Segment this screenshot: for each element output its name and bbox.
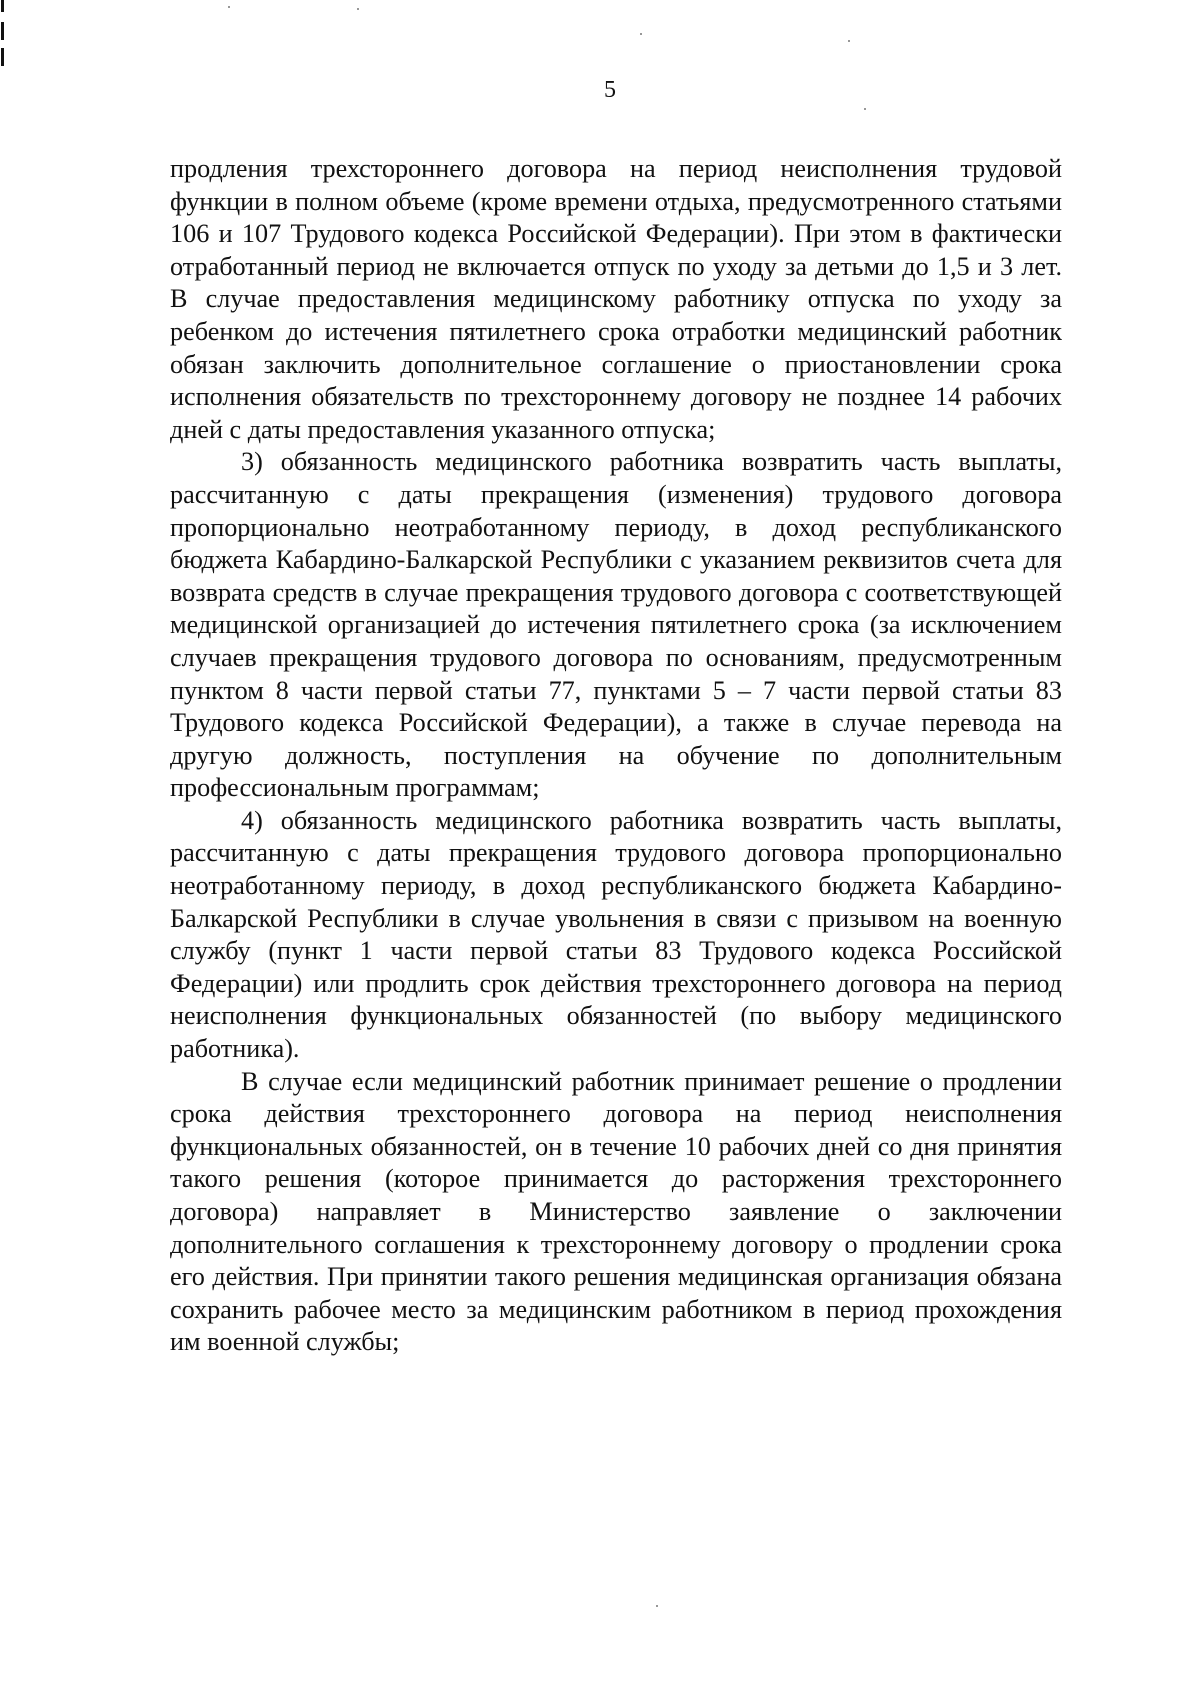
scan-speck [357,8,359,10]
scan-speck [228,6,230,8]
scan-edge-marks [0,0,6,70]
paragraph-extension-case: В случае если медицинский работник принимает решение о продлении срока действия трехстороннего договора на период неисполнения функциональных обязанностей, он в течение 10 рабочих дней со дня принятия такого решения (которое принимается до расторжения трехстороннего договора) направляет в Министерство заявление о заключении дополнительного соглашения к трехстороннему договору о продлении срока его действия. При принятии такого решения медицинская организация обязана сохранить рабочее место за медицинским работником в период прохождения им военной службы; [170,1066,1062,1357]
scan-speck [656,1605,658,1607]
paragraph-item-3: 3) обязанность медицинского работника возвратить часть выплаты, рассчитанную с даты прекращения (изменения) трудового договора пропорционально неотработанному периоду, в доход республиканского бюджета Кабардино-Балкарской Республики с указанием реквизитов счета для возврата средств в случае прекращения трудового договора с соответствующей медицинской организацией до истечения пятилетнего срока (за исключением случаев прекращения трудового договора по основаниям, предусмотренным пунктом 8 части первой статьи 77, пунктами 5 – 7 части первой статьи 83 Трудового кодекса Российской Федерации), а также в случае перевода на другую должность, поступления на обучение по дополнительным профессиональным программам; [170,447,1062,803]
paragraph-item-4: 4) обязанность медицинского работника возвратить часть выплаты, рассчитанную с даты прекращения трудового договора пропорционально неотработанному периоду, в доход республиканского бюджета Кабардино-Балкарской Республики в случае увольнения в связи с призывом на военную службу (пункт 1 части первой статьи 83 Трудового кодекса Российской Федерации) или продлить срок действия трехстороннего договора на период неисполнения функциональных обязанностей (по выбору медицинского работника). [170,805,1062,1064]
scan-speck [640,33,642,35]
paragraph-continuation: продления трехстороннего договора на период неисполнения трудовой функции в полном объеме (кроме времени отдыха, предусмотренного статьями 106 и 107 Трудового кодекса Российской Федерации). При этом в фактически отработанный период не включается отпуск по уходу за детьми до 1,5 и 3 лет. В случае предоставления медицинскому работнику отпуска по уходу за ребенком до истечения пятилетнего срока отработки медицинский работник обязан заключить дополнительное соглашение о приостановлении срока исполнения обязательств по трехстороннему договору не позднее 14 рабочих дней с даты предоставления указанного отпуска; [170,154,1062,444]
scan-speck [848,40,850,42]
document-body [170,153,1062,1359]
page-number: 5 [604,77,616,103]
scan-speck [864,108,866,110]
